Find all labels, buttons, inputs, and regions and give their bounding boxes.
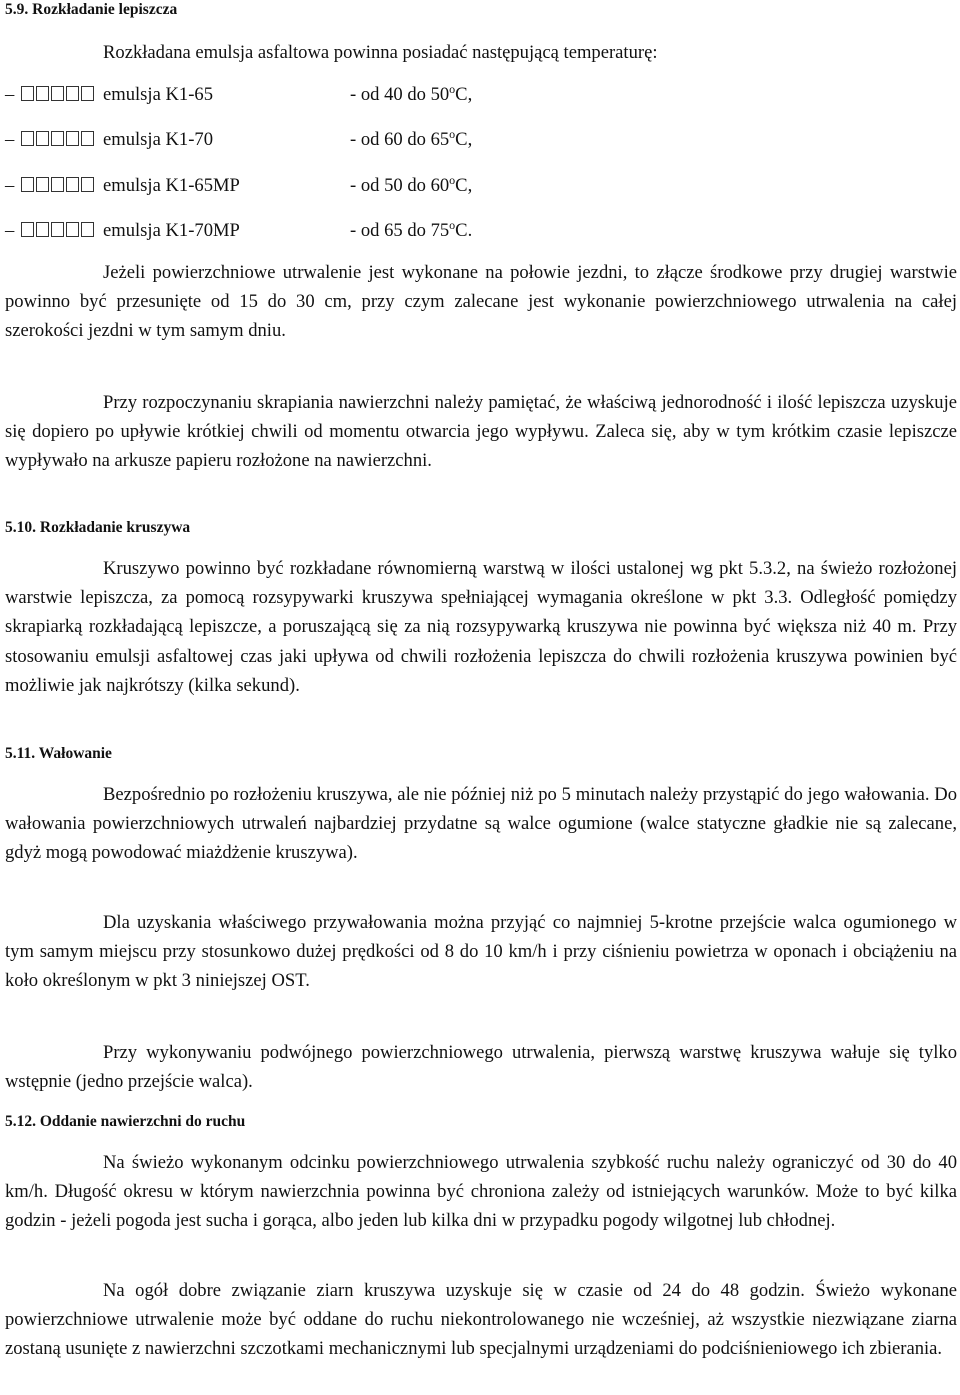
paragraph: Na świeżo wykonanym odcinku powierzchniowego utrwalenia szybkość ruchu należy ograniczyć od 30 do 40 km/h. Długość okresu w którym nawierzchnia powinna być chroniona zależy od istniejących warunków. Może to być kilka godzin - jeżeli pogoda jest sucha i gorąca, albo jeden lub kilka dni w przypadku pogody wilgotnej lub chłodnej.	[5, 1152, 957, 1232]
dash-bullet: –	[5, 220, 15, 241]
paragraph: Przy rozpoczynaniu skrapiania nawierzchni należy pamiętać, że właściwą jednorodność i ilość lepiszcza uzyskuje się dopiero po upływie krótkiej chwili od momentu otwarcia jego wypływu. Zaleca się, aby w tym krótkim czasie lepiszcze wypływało na arkusze papieru rozłożone na nawierzchni.	[5, 392, 957, 472]
intro-paragraph: Rozkładana emulsja asfaltowa powinna posiadać następującą temperaturę:	[103, 42, 658, 63]
missing-glyph-boxes	[21, 125, 103, 154]
paragraph: Na ogół dobre związanie ziarn kruszywa uzyskuje się w czasie od 24 do 48 godzin. Świeżo wykonane powierzchniowe utrwalenie może być oddane do ruchu niekontrolowanego nie wcześniej, aż wszystkie niezwiązane ziarna zostaną usunięte z nawierzchni szczotkami mechanicznymi lub specjalnymi urządzeniami do podciśnieniowego ich zbierania.	[5, 1280, 957, 1360]
section-heading-5-12: 5.12. Oddanie nawierzchni do ruchu	[5, 1113, 246, 1130]
dash-bullet: –	[5, 84, 15, 105]
temperature-range: - od 40 do 50$^o$C,	[350, 82, 473, 105]
paragraph: Jeżeli powierzchniowe utrwalenie jest wykonane na połowie jezdni, to złącze środkowe przy drugiej warstwie powinno być przesunięte od 15 do 30 cm, przy czym zalecane jest wykonanie powierzchniowego utrwalenia na całej szerokości jezdni w tym samym dniu.	[5, 262, 957, 342]
missing-glyph-boxes	[21, 80, 103, 109]
missing-glyph-boxes	[21, 171, 103, 200]
paragraph: Dla uzyskania właściwego przywałowania można przyjąć co najmniej 5-krotne przejście walca ogumionego w tym samym miejscu przy stosunkowo dużej prędkości od 8 do 10 km/h i przy ciśnieniu powietrza w oponach i obciążeniu na koło określonym w pkt 3 niniejszej OST.	[5, 912, 957, 992]
temperature-item: – emulsja K1-65 - od 40 do 50$^o$C,	[5, 80, 472, 109]
paragraph: Kruszywo powinno być rozkładane równomierną warstwą w ilości ustalonej wg pkt 5.3.2, na świeżo rozłożonej warstwie lepiszcza, za pomocą rozsypywarki kruszywa spełniającej wymagania określone w pkt 3.3. Odległość pomiędzy skrapiarką rozkładającą lepiszcze, a poruszającą się za nią rozsypywarką kruszywa nie powinna być większa niż 40 m. Przy stosowaniu emulsji asfaltowej czas jaki upływa od chwili rozłożenia lepiszcza do chwili rozłożenia kruszywa powinien być możliwie jak najkrótszy (kilka sekund).	[5, 558, 957, 696]
temperature-item: – emulsja K1-70 - od 60 do 65$^o$C,	[5, 125, 472, 154]
section-heading-5-10: 5.10. Rozkładanie kruszywa	[5, 519, 191, 536]
dash-bullet: –	[5, 175, 15, 196]
section-heading-5-9: 5.9. Rozkładanie lepiszcza	[5, 1, 178, 18]
temperature-range: - od 50 do 60$^o$C,	[350, 173, 473, 196]
section-heading-5-11: 5.11. Wałowanie	[5, 745, 112, 762]
paragraph: Bezpośrednio po rozłożeniu kruszywa, ale nie później niż po 5 minutach należy przystąpić do jego wałowania. Do wałowania powierzchniowych utrwaleń najbardziej przydatne są walce ogumione (walce statyczne gładkie nie są zalecane, gdyż mogą powodować miażdżenie kruszywa).	[5, 784, 957, 864]
dash-bullet: –	[5, 129, 15, 150]
missing-glyph-boxes	[21, 216, 103, 245]
temperature-range: - od 65 do 75$^o$C.	[350, 218, 473, 241]
temperature-range: - od 60 do 65$^o$C,	[350, 127, 473, 150]
temperature-item: – emulsja K1-65MP - od 50 do 60$^o$C,	[5, 171, 472, 200]
paragraph: Przy wykonywaniu podwójnego powierzchniowego utrwalenia, pierwszą warstwę kruszywa wałuje się tylko wstępnie (jedno przejście walca).	[5, 1042, 957, 1093]
temperature-item: – emulsja K1-70MP - od 65 do 75$^o$C.	[5, 216, 472, 245]
